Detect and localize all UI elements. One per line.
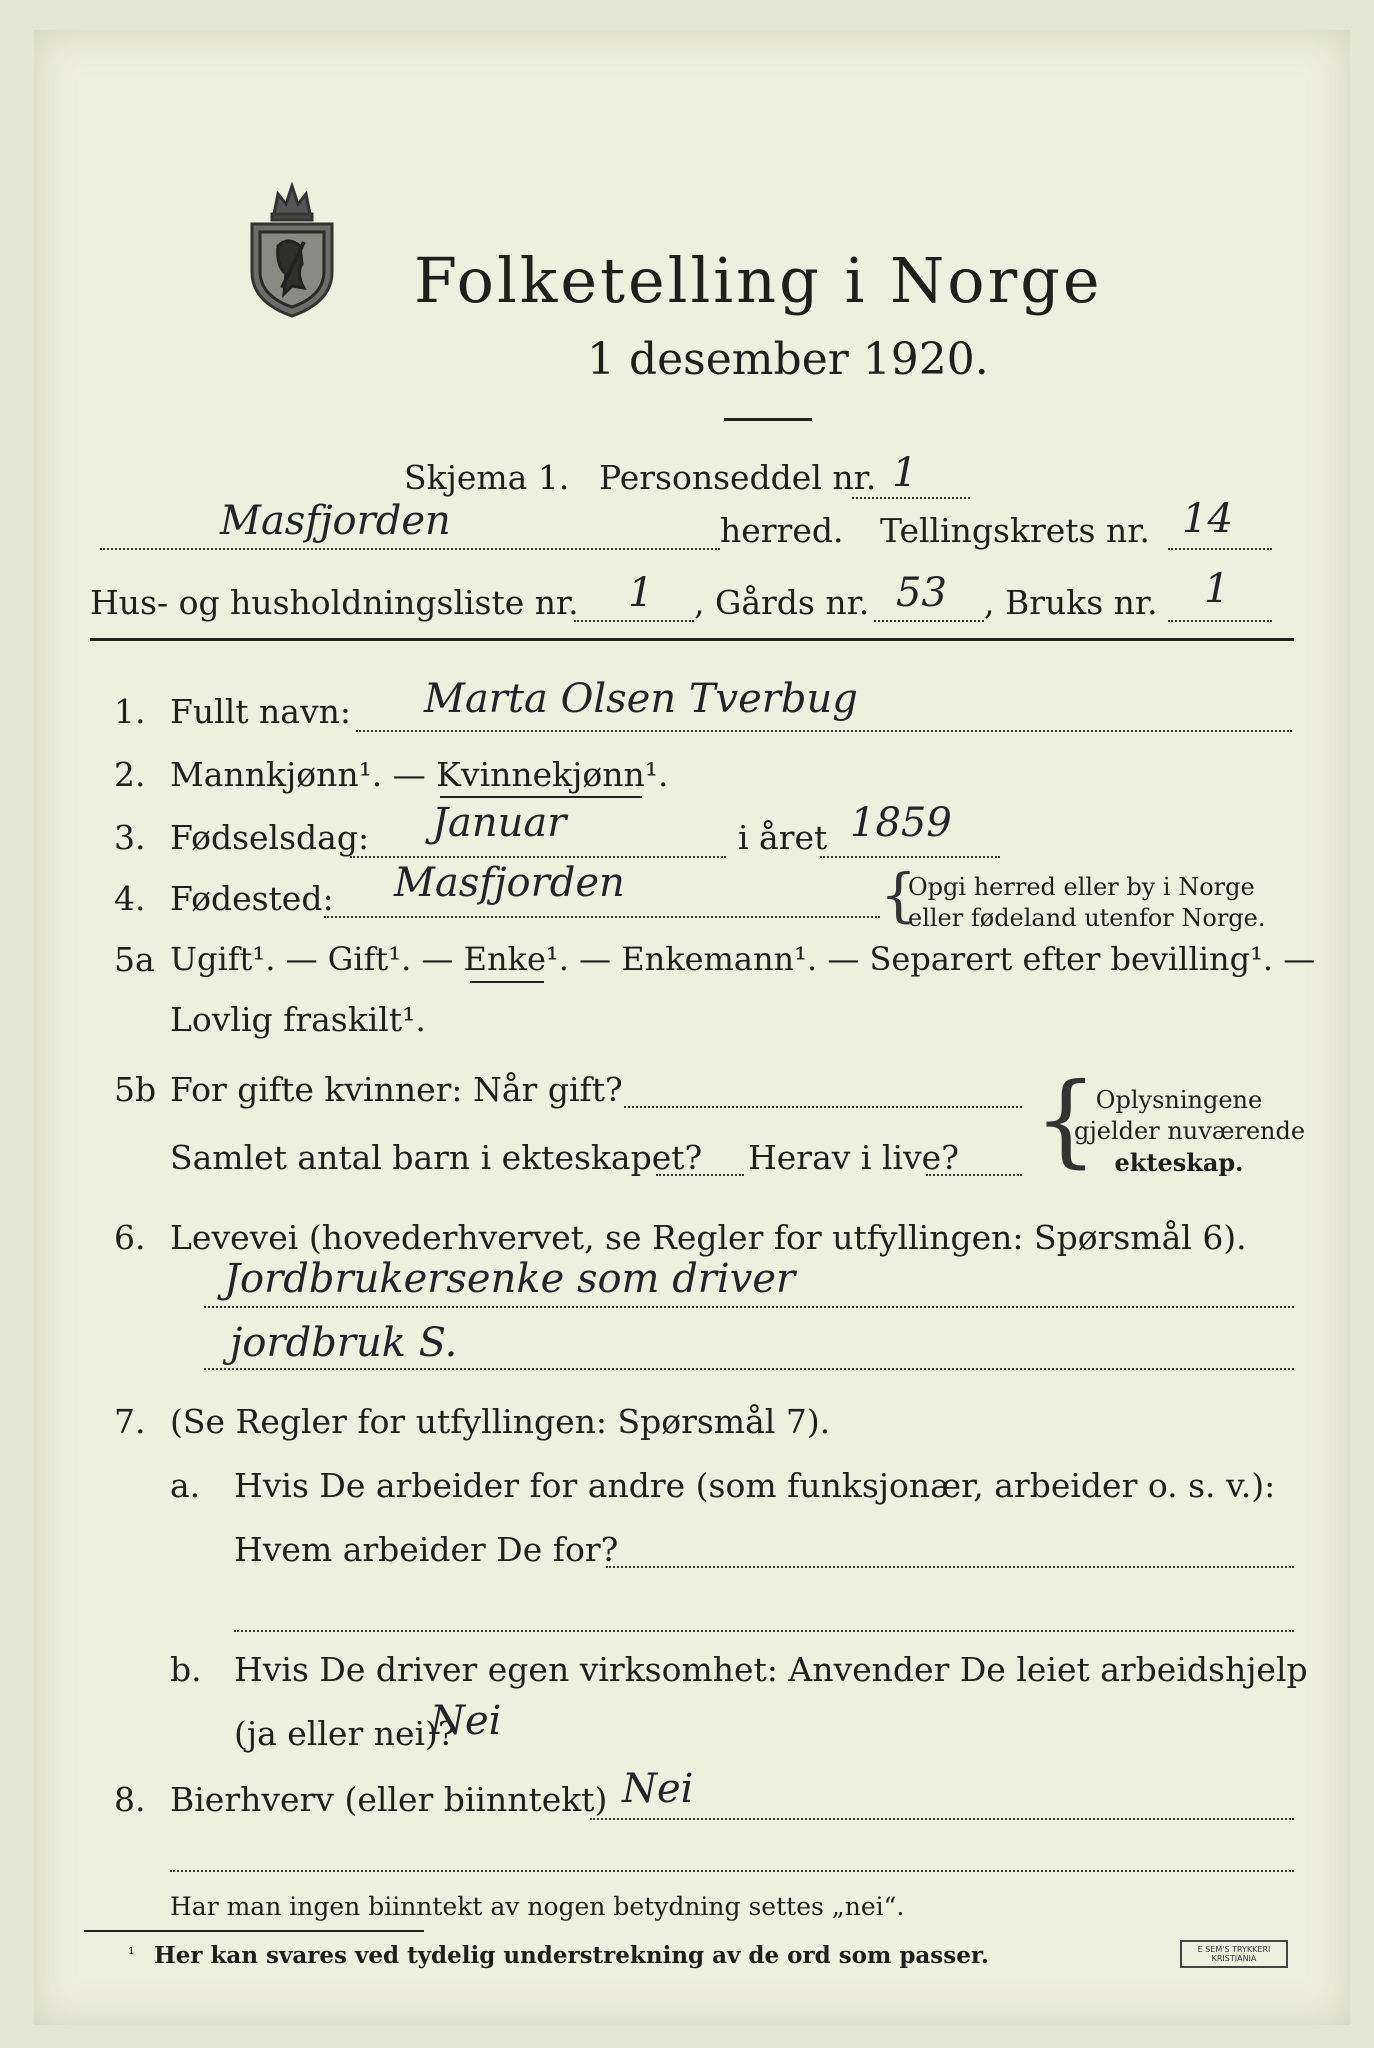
printer-stamp-line-2: KRISTIANIA [1211,1954,1257,1963]
q7b-label: Hvis De driver egen virksomhet: Anvender De leiet arbeidshjelp [234,1650,1308,1689]
q7a-label-2: Hvem arbeider De for? [234,1530,619,1569]
q5b-note-3: ekteskap. [1114,1148,1244,1177]
footnote-text: Her kan svares ved tydelig understrekning av de ord som passer. [154,1942,989,1969]
footnote-rule [84,1930,424,1932]
nei-note: Har man ingen biinntekt av nogen betydning settes „nei“. [170,1892,905,1921]
q3-number: 3. [114,818,146,857]
kvinnekjonn-underline [440,796,642,798]
tellingskrets-line [1168,548,1272,550]
q7a-line-1 [606,1566,1294,1568]
q5b-number: 5b [114,1070,157,1109]
q6-line-1 [204,1306,1294,1308]
q8-line [590,1818,1294,1820]
herred-label: herred. [720,511,844,550]
tellingskrets-label: Tellingskrets nr. [880,511,1150,550]
q7b-letter: b. [170,1650,202,1689]
form-title: Folketelling i Norge [414,244,1103,317]
q7a-label: Hvis De arbeider for andre (som funksjonær, arbeider o. s. v.): [234,1466,1276,1505]
gards-line [874,620,984,622]
hus-value[interactable]: 1 [628,570,654,616]
header-rule [90,638,1294,641]
q5b-label-3: Herav i live? [748,1138,959,1177]
q8-line-2 [170,1870,1294,1872]
q7a-letter: a. [170,1466,201,1505]
q4-note-1: Opgi herred eller by i Norge [908,873,1255,901]
bruks-value[interactable]: 1 [1204,566,1230,612]
q5b-label-2: Samlet antal barn i ekteskapet? [170,1138,703,1177]
q5a-label: Ugift¹. — Gift¹. — Enke¹. — Enkemann¹. — Separert efter bevilling¹. — [170,940,1316,978]
q3-label: Fødselsdag: [170,818,370,857]
personseddel-value[interactable]: 1 [892,450,918,496]
q7-label: (Se Regler for utfyllingen: Spørsmål 7). [170,1402,831,1441]
q4-line [324,916,880,918]
q7b-label-2: (ja eller nei)? [234,1714,456,1753]
q5a-number: 5a [114,940,155,979]
q2-number: 2. [114,755,146,794]
q5a-label-2: Lovlig fraskilt¹. [170,1000,426,1039]
q7-number: 7. [114,1402,146,1441]
q6-number: 6. [114,1218,146,1257]
q3-year-label: i året [738,818,828,857]
herred-line [100,548,720,550]
full-name-value[interactable]: Marta Olsen Tverbug [424,676,858,722]
q5b-brace: { [1034,1061,1098,1178]
tellingskrets-value[interactable]: 14 [1182,496,1233,542]
q3-year-line [820,856,1000,858]
q4-label: Fødested: [170,879,334,918]
birthday-value[interactable]: Januar [432,800,567,846]
norwegian-lion-coat-of-arms-icon [244,176,340,318]
q3-line [350,856,726,858]
birthplace-value[interactable]: Masfjorden [394,860,625,906]
gards-value[interactable]: 53 [896,570,947,616]
q1-number: 1. [114,692,146,731]
q6-label: Levevei (hovederhvervet, se Regler for utfyllingen: Spørsmål 6). [170,1218,1247,1257]
title-divider [724,418,812,421]
q7a-line-2 [234,1630,1294,1632]
q8-label: Bierhverv (eller biinntekt) [170,1780,608,1819]
bruks-label: , Bruks nr. [984,583,1158,622]
q1-line [356,730,1292,732]
q5b-married-line [624,1106,1022,1108]
q5b-label: For gifte kvinner: Når gift? [170,1070,623,1109]
personseddel-line [852,497,970,499]
q4-number: 4. [114,879,146,918]
q5b-alive-line [926,1174,1022,1176]
q4-brace: { [880,861,917,929]
birth-year-value[interactable]: 1859 [850,800,952,846]
footnote-mark: ¹ [128,1944,135,1963]
hus-line [574,620,694,622]
census-date: 1 desember 1920. [587,334,989,385]
enke-underline [470,981,544,983]
q8-number: 8. [114,1780,146,1819]
q5b-note-1: Oplysningene [1095,1086,1263,1114]
q2-label: Mannkjønn¹. — Kvinnekjønn¹. [170,755,669,794]
printer-stamp [1180,1940,1288,1968]
occupation-value-1[interactable]: Jordbrukersenke som driver [224,1256,796,1302]
q1-label: Fullt navn: [170,692,351,731]
gards-label: , Gårds nr. [694,583,870,622]
bruks-line [1168,620,1272,622]
census-form-page [34,30,1350,2025]
printer-stamp-line-1: E SEM'S TRYKKERI [1197,1945,1271,1954]
occupation-value-2[interactable]: jordbruk S. [230,1320,458,1366]
hus-label: Hus- og husholdningsliste nr. [90,583,579,622]
side-income-value[interactable]: Nei [622,1766,694,1812]
q5b-children-line [656,1174,744,1176]
q4-note-2: eller fødeland utenfor Norge. [908,904,1266,932]
personseddel-label: Personseddel nr. [599,458,877,497]
q5b-note-2: gjelder nuværende [1074,1117,1306,1145]
q6-line-2 [204,1368,1294,1370]
skjema-label: Skjema 1. [404,458,570,497]
herred-value[interactable]: Masfjorden [220,498,451,544]
hired-help-value[interactable]: Nei [430,1698,502,1744]
